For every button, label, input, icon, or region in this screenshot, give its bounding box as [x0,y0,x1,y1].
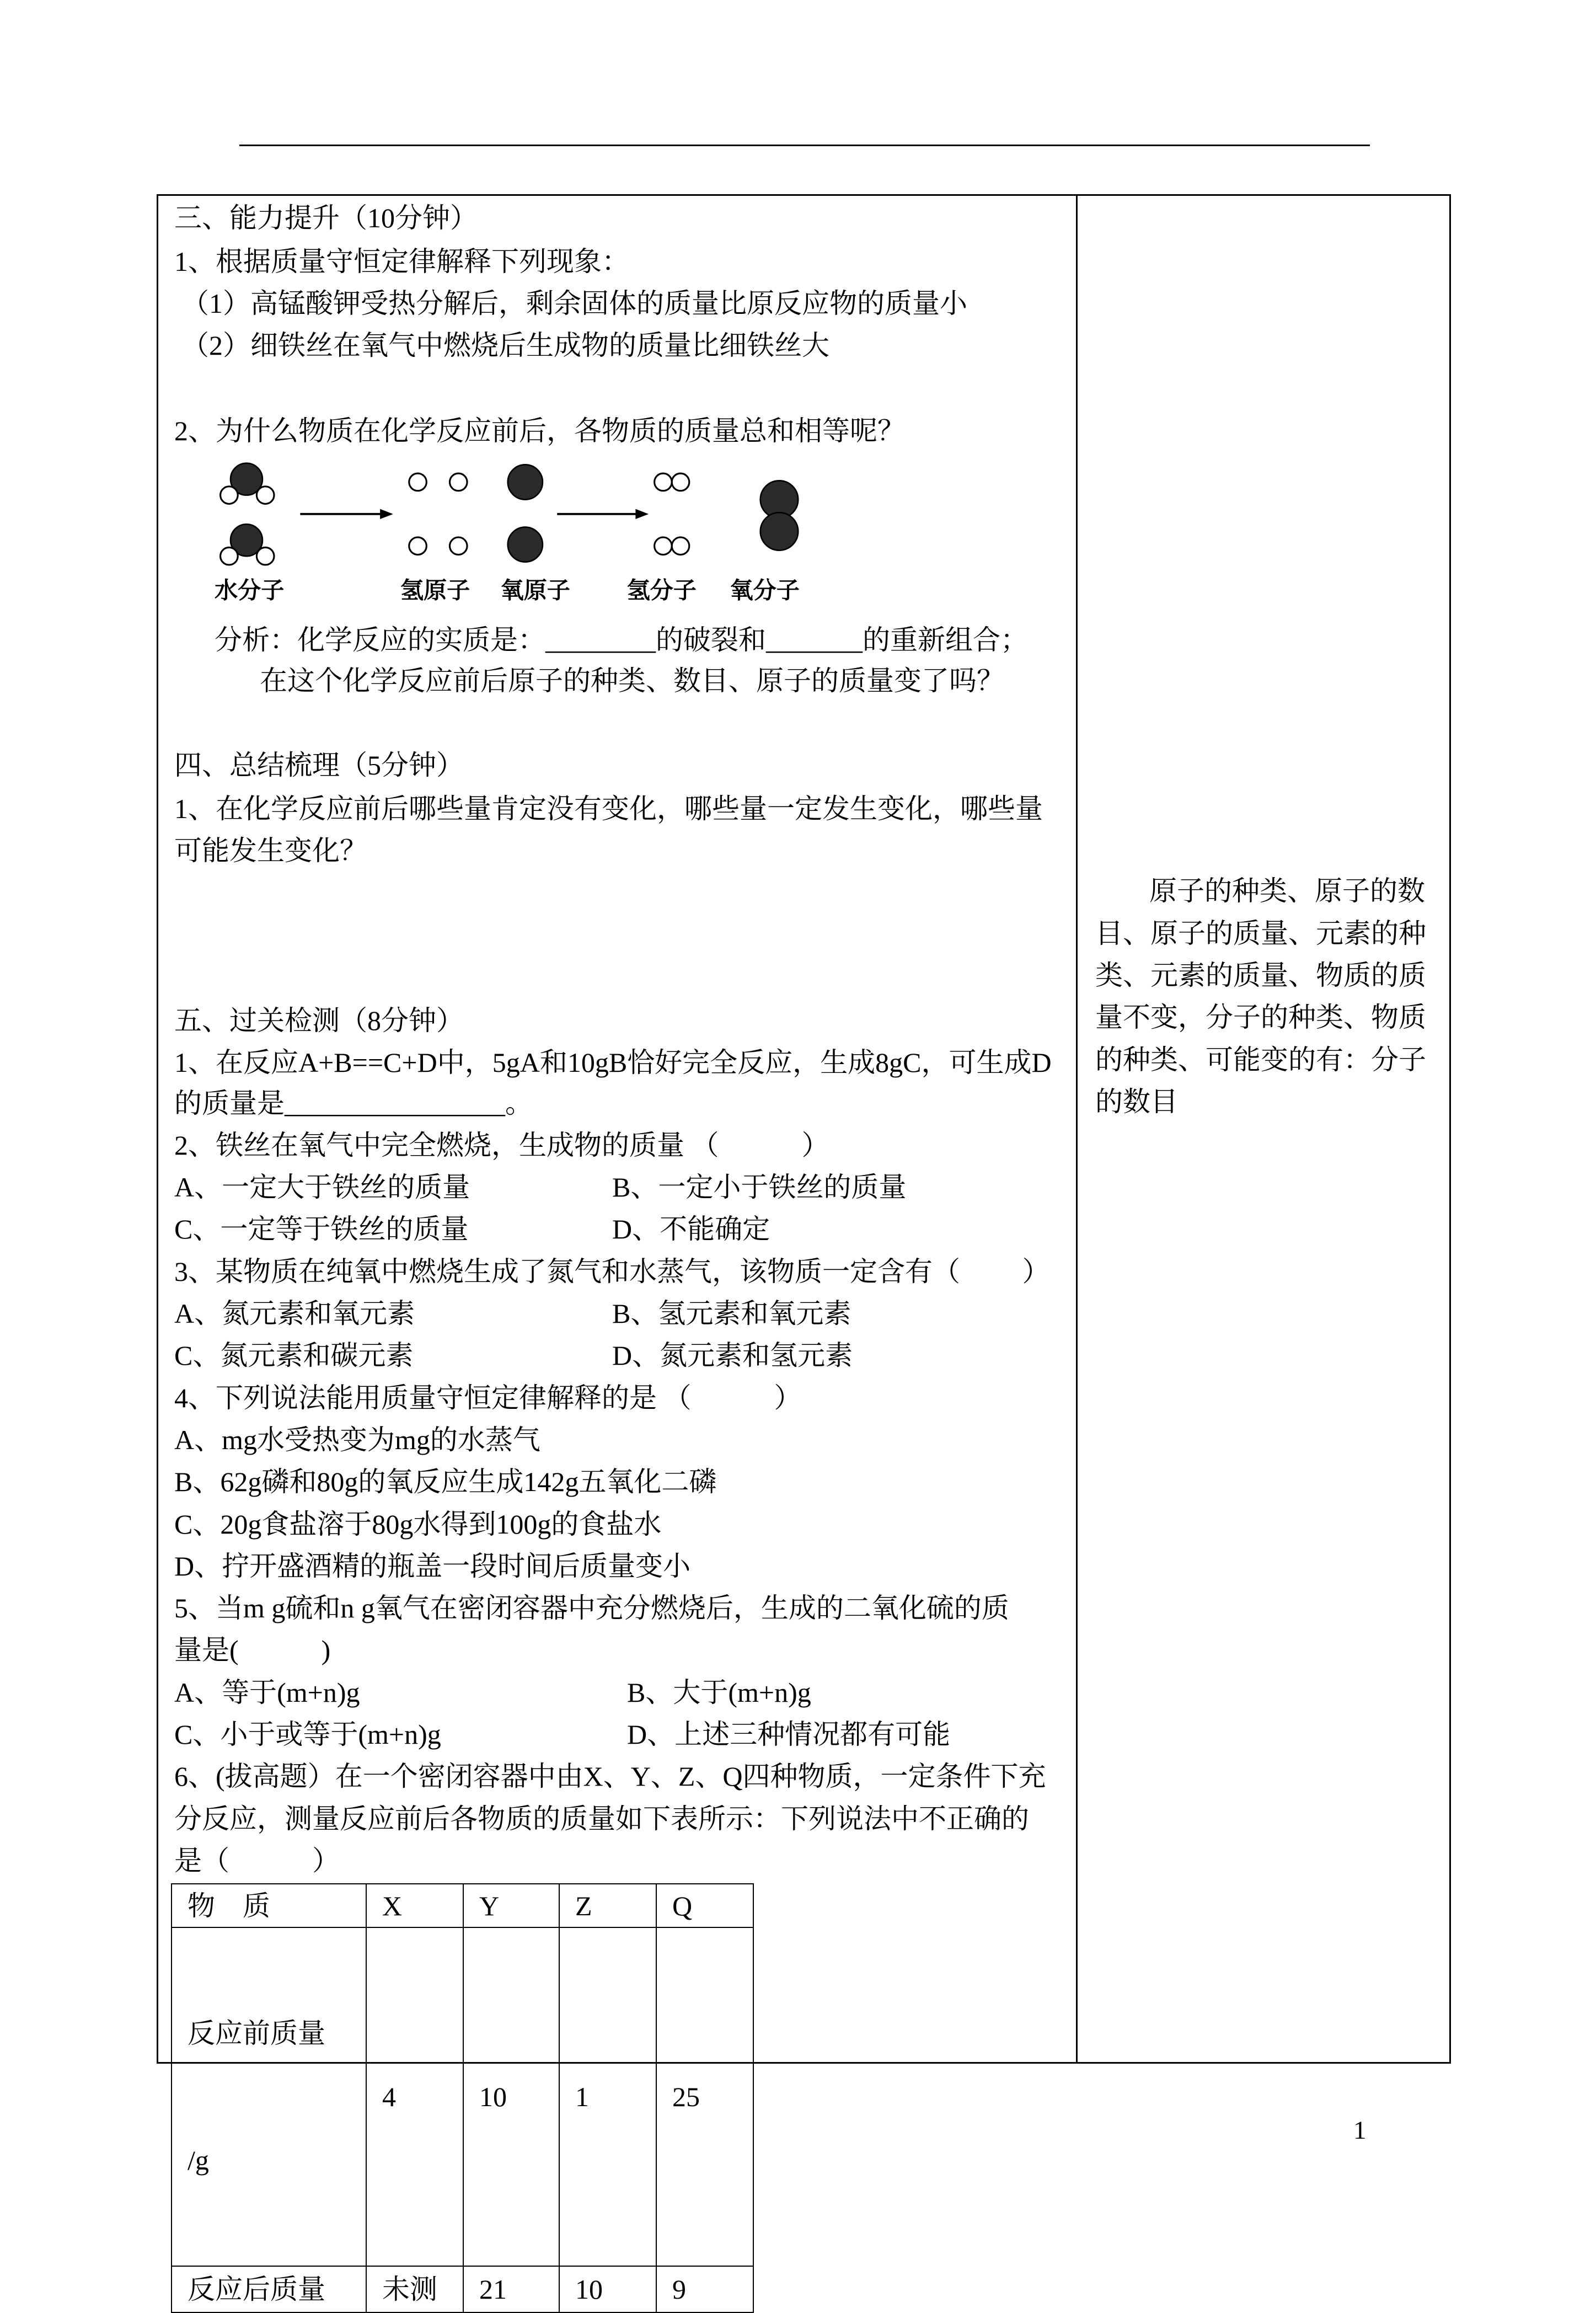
label-oxygen-atom: 氧原子 [500,578,570,604]
mass-data-table [171,1883,754,2313]
table-cell: 21 [463,2266,559,2312]
side-note-line: 原子的种类、原子的数 [1149,875,1425,906]
side-note-line: 的种类、可能变的有：分子 [1095,1044,1426,1075]
table-header-cell: X [366,1884,463,1927]
section5-question-3-option-d: D、氮元素和氢元素 [612,1340,853,1371]
header-rule [239,145,1370,146]
label-oxygen-molecule: 氧分子 [730,578,800,604]
section3-question-1-item-2: （2）细铁丝在氧气中燃烧后生成物的质量比细铁丝大 [181,330,829,361]
section5-question-5-stem-line-1: 5、当m g硫和n g氧气在密闭容器中充分燃烧后，生成的二氧化硫的质 [174,1593,1009,1623]
page-number: 1 [1353,2116,1367,2145]
section5-question-2-option-b: B、一定小于铁丝的质量 [612,1172,907,1203]
section5-question-3-option-b: B、氢元素和氧元素 [612,1298,851,1329]
label-hydrogen-molecule: 氢分子 [626,578,697,604]
side-note-line: 的数目 [1095,1086,1178,1117]
water-decomposition-diagram [203,457,834,613]
section5-question-5-option-c: C、小于或等于(m+n)g [174,1719,441,1750]
table-row-label: 反应后质量 [172,2266,366,2312]
section5-question-6-stem-line-1: 6、(拔高题）在一个密闭容器中由X、Y、Z、Q四种物质，一定条件下充 [174,1761,1046,1792]
section5-question-5-stem-line-2: 量是( ) [174,1634,331,1665]
section5-question-4-option-c: C、20g食盐溶于80g水得到100g的食盐水 [174,1509,662,1540]
section3-question-1-item-1: （1）高锰酸钾受热分解后，剩余固体的质量比原反应物的质量小 [181,288,967,319]
section5-question-6-stem-line-2: 分反应，测量反应前后各物质的质量如下表所示：下列说法中不正确的 [174,1803,1029,1834]
water-molecule-1-hydrogen-a [221,487,238,504]
section5-question-2-option-a: A、一定大于铁丝的质量 [174,1172,470,1203]
table-cell: 25 [656,1927,753,2266]
table-row [172,2266,753,2312]
section5-question-2-option-d: D、不能确定 [612,1214,770,1244]
table-row-label-line: 反应前质量 [188,2018,325,2049]
table-header-cell: Z [559,1884,656,1927]
section5-title: 五、过关检测（8分钟） [174,1005,464,1036]
hydrogen-molecule-2-atom-b [672,537,689,555]
table-cell: 未测 [366,2266,463,2312]
table-row [172,1927,753,2266]
table-header-cell: Y [463,1884,559,1927]
section4-question-1-line-1: 1、在化学反应前后哪些量肯定没有变化，哪些量一定发生变化，哪些量 [174,793,1043,824]
label-water-molecule: 水分子 [215,578,285,604]
section5-question-4-option-b: B、62g磷和80g的氧反应生成142g五氧化二磷 [174,1466,717,1497]
table-header-cell: Q [656,1884,753,1927]
section3-title: 三、能力提升（10分钟） [174,202,478,233]
section5-question-2-option-c: C、一定等于铁丝的质量 [174,1214,469,1244]
table-row-label [172,1927,366,2266]
oxygen-molecule-atom-b [760,512,798,550]
section4-title: 四、总结梳理（5分钟） [174,750,464,781]
table-cell: 9 [656,2266,753,2312]
hydrogen-molecule-1-atom-a [655,473,672,491]
side-note-line: 量不变，分子的种类、物质 [1095,1002,1426,1033]
section5-question-5-option-a: A、等于(m+n)g [174,1677,360,1708]
table-header-cell: 物 质 [172,1884,366,1927]
section5-question-3-option-c: C、氮元素和碳元素 [174,1340,414,1371]
hydrogen-atom-1 [409,473,427,491]
table-cell: 10 [463,1927,559,2266]
side-note-line: 类、元素的质量、物质的质 [1095,960,1426,991]
water-molecule-1-hydrogen-b [256,487,274,504]
section3-analysis-followup: 在这个化学反应前后原子的种类、数目、原子的质量变了吗？ [260,665,1004,696]
section5-question-4-option-d: D、拧开盛酒精的瓶盖一段时间后质量变小 [174,1551,691,1582]
oxygen-atom-2 [508,527,543,562]
table-row-label-unit: /g [188,2145,209,2176]
section5-question-3-stem: 3、某物质在纯氧中燃烧生成了氮气和水蒸气，该物质一定含有（ ） [174,1256,1050,1287]
label-hydrogen-atom: 氢原子 [400,578,470,604]
section5-question-6-stem-line-3: 是（ ） [174,1845,340,1876]
reaction-arrow-2-head-icon [635,509,649,519]
column-divider [1076,194,1078,2064]
section5-question-2-stem: 2、铁丝在氧气中完全燃烧，生成物的质量 （ ） [174,1130,829,1161]
table-cell: 4 [366,1927,463,2266]
water-molecule-2-hydrogen-b [256,547,274,565]
section5-question-1-line-2: 的质量是________________。 [174,1088,533,1119]
section5-question-1-line-1: 1、在反应A+B==C+D中，5gA和10gB恰好完全反应，生成8gC，可生成D [174,1047,1052,1078]
table-cell: 1 [559,1927,656,2266]
section5-question-5-option-b: B、大于(m+n)g [627,1677,811,1708]
section3-question-1: 1、根据质量守恒定律解释下列现象： [174,246,629,277]
section5-question-5-option-d: D、上述三种情况都有可能 [627,1719,951,1750]
section5-question-4-option-a: A、mg水受热变为mg的水蒸气 [174,1424,540,1455]
hydrogen-atom-2 [449,473,467,491]
hydrogen-molecule-1-atom-b [672,473,689,491]
section5-question-4-stem: 4、下列说法能用质量守恒定律解释的是 （ ） [174,1382,802,1413]
table-header-row [172,1884,753,1927]
water-molecule-2-hydrogen-a [221,547,238,565]
side-note-line: 目、原子的质量、元素的种 [1095,918,1426,949]
oxygen-atom-1 [508,464,543,499]
section4-question-1-line-2: 可能发生变化？ [174,835,367,866]
reaction-arrow-1-head-icon [380,509,393,519]
hydrogen-molecule-2-atom-a [655,537,672,555]
section3-question-2: 2、为什么物质在化学反应前后，各物质的质量总和相等呢？ [174,415,905,446]
section3-analysis: 分析：化学反应的实质是：________的破裂和_______的重新组合； [215,624,1028,655]
table-cell: 10 [559,2266,656,2312]
hydrogen-atom-3 [409,537,427,555]
section5-question-3-option-a: A、氮元素和氧元素 [174,1298,415,1329]
hydrogen-atom-4 [449,537,467,555]
